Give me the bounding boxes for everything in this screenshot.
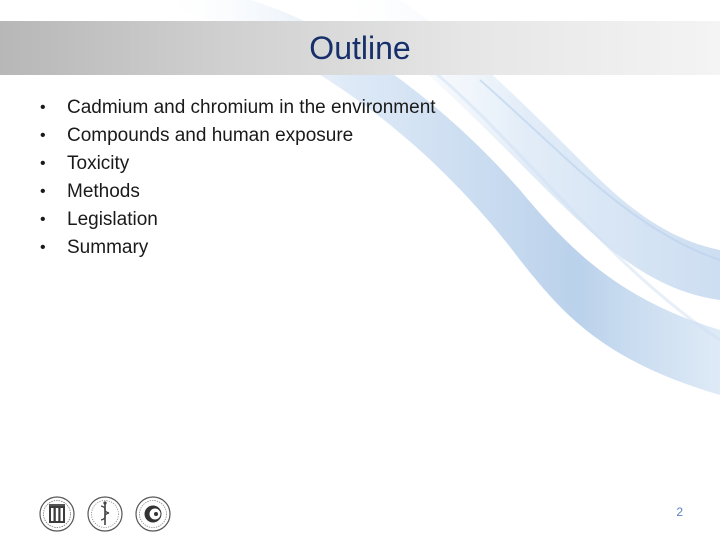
bullet-icon: •: [40, 155, 46, 172]
bullet-icon: •: [40, 239, 46, 256]
bullet-icon: •: [40, 183, 46, 200]
bullet-text: Summary: [67, 237, 149, 258]
page-number: 2: [676, 505, 683, 519]
medical-faculty-seal-icon: [86, 493, 124, 535]
bullet-text: Methods: [67, 181, 140, 202]
bullet-item: [40, 122, 436, 150]
bullet-text: Legislation: [67, 209, 158, 230]
bullet-icon: •: [40, 99, 46, 116]
bullet-text: Toxicity: [67, 153, 130, 174]
university-seal-icon: [38, 493, 76, 535]
bullet-text: Compounds and human exposure: [67, 125, 354, 146]
bullet-icon: •: [40, 127, 46, 144]
outline-bullet-list: [40, 94, 436, 262]
bullet-item: [40, 206, 436, 234]
bullet-item: [40, 178, 436, 206]
bullet-text: Cadmium and chromium in the environment: [67, 97, 436, 118]
institute-seal-icon: [134, 493, 172, 535]
bullet-item: [40, 94, 436, 122]
bullet-item: [40, 234, 436, 262]
bullet-icon: •: [40, 211, 46, 228]
bullet-item: [40, 150, 436, 178]
slide-title: Outline: [309, 30, 411, 66]
